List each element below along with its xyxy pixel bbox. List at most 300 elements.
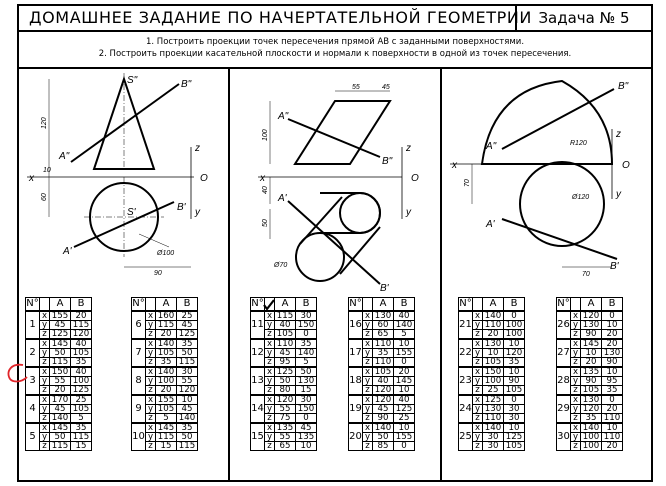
value-a: 90 [373,414,394,424]
value-a: 30 [483,442,504,451]
axis-label: x [265,367,275,377]
value-a: 150 [50,367,71,377]
table-header [132,298,198,312]
axis-label: x [473,339,483,349]
variants-table-1 [25,297,92,451]
value-a: 110 [275,339,296,349]
value-b: 55 [177,377,198,386]
value-a: 160 [156,311,177,321]
col-b: B [394,298,415,312]
axis-label: x [40,395,50,405]
col-n: N° [349,298,362,309]
value-b: 140 [177,414,198,424]
col-a: A [156,298,177,312]
value-a: 25 [483,386,504,396]
label-x: x [452,160,457,171]
label-b2: B" [181,79,192,90]
value-a: 120 [581,405,602,414]
value-b: 100 [71,377,92,386]
label-b1: B' [380,283,389,294]
axis-label: x [146,367,156,377]
sheet-title: ДОМАШНЕЕ ЗАДАНИЕ ПО НАЧЕРТАТЕЛЬНОЙ ГЕОМЕТРИИ [19,6,517,32]
label-y: y [195,207,200,218]
value-a: 125 [50,330,71,340]
variants-table-5 [458,297,525,451]
value-a: 130 [483,405,504,414]
variant-number: 20 [349,423,363,451]
axis-label: z [146,358,156,368]
value-b: 40 [394,311,415,321]
label-a1: A' [486,219,495,230]
col-axis [473,298,483,312]
value-b: 0 [504,311,525,321]
line-ab-top [502,219,617,259]
col-axis [40,298,50,312]
value-a: 145 [50,423,71,433]
value-a: 125 [483,395,504,405]
axis-label: x [40,367,50,377]
axis-label: z [265,414,275,424]
variant-number: 29 [557,395,571,423]
dim-70-v: 70 [464,179,471,187]
axis-label: z [571,414,581,424]
axis-label: x [363,395,373,405]
value-b: 15 [71,442,92,451]
axis-label: z [40,358,50,368]
value-b: 35 [71,358,92,368]
value-b: 5 [296,358,317,368]
variants-table-3 [250,297,317,451]
axis-label: x [363,339,373,349]
dim-90: 90 [154,270,162,277]
value-b: 120 [177,386,198,396]
axis-label: z [265,386,275,396]
value-b: 35 [71,423,92,433]
label-a1: A' [278,193,287,204]
value-a: 45 [275,349,296,358]
value-b: 0 [602,395,623,405]
value-b: 140 [296,349,317,358]
axis-label: x [40,423,50,433]
variant-number: 17 [349,339,363,367]
axis-label: x [571,311,581,321]
value-b: 25 [71,395,92,405]
value-b: 20 [394,367,415,377]
col-n: N° [459,298,472,309]
axis-label: y [473,321,483,330]
axis-label: y [265,433,275,442]
label-b1: B' [610,261,619,272]
value-b: 0 [602,311,623,321]
value-b: 0 [394,358,415,368]
axis-label: y [363,433,373,442]
value-a: 45 [50,405,71,414]
value-a: 10 [581,349,602,358]
value-b: 50 [177,433,198,442]
variant-number: 30 [557,423,571,451]
axis-label: z [265,358,275,368]
axis-label: z [571,330,581,340]
label-a2: A" [59,151,70,162]
value-a: 115 [50,358,71,368]
axis-label: y [146,433,156,442]
axis-label: z [473,330,483,340]
value-a: 105 [373,367,394,377]
col-n: N° [557,298,570,309]
value-b: 20 [71,311,92,321]
variants-table-6 [556,297,623,451]
instruction-2: 2. Построить проекции касательной плоскости и нормали к поверхности в одной из точек пересечения. [98,49,572,59]
value-a: 55 [275,405,296,414]
value-b: 30 [177,367,198,377]
variant-number: 24 [459,395,473,423]
value-a: 105 [156,405,177,414]
value-b: 135 [296,433,317,442]
value-a: 5 [156,414,177,424]
variant-number: 15 [251,423,265,451]
value-a: 100 [483,377,504,386]
assignment-sheet [17,4,653,482]
axis-label: y [40,433,50,442]
axis-label: y [40,349,50,358]
dim-120: 120 [41,117,48,129]
value-b: 30 [296,311,317,321]
value-a: 35 [373,349,394,358]
value-b: 105 [71,405,92,414]
value-b: 10 [394,423,415,433]
variant-number: 8 [132,367,146,395]
label-b2: B" [618,81,629,92]
value-a: 40 [373,377,394,386]
axis-label: y [40,377,50,386]
checkmark-icon [262,299,276,311]
value-b: 105 [504,442,525,451]
axis-label: y [363,321,373,330]
variant-number: 25 [459,423,473,451]
dim-r120: R120 [570,140,587,147]
value-b: 110 [602,433,623,442]
value-b: 10 [504,367,525,377]
value-b: 145 [394,377,415,386]
axis-label: z [473,386,483,396]
value-a: 65 [373,330,394,340]
axis-label: x [146,395,156,405]
value-a: 110 [483,321,504,330]
value-a: 110 [483,414,504,424]
label-o: O [411,173,419,184]
value-b: 100 [504,330,525,340]
value-b: 100 [504,321,525,330]
value-a: 120 [373,395,394,405]
variant-number: 9 [132,395,146,423]
label-s1: S' [127,207,136,218]
variant-number: 22 [459,339,473,367]
variant-number: 1 [26,311,40,339]
axis-label: y [473,349,483,358]
value-a: 120 [373,386,394,396]
axis-label: z [146,330,156,340]
axis-label: z [265,330,275,340]
axis-label: y [265,405,275,414]
panel-cone [19,69,230,480]
value-b: 40 [71,367,92,377]
label-z: z [406,143,411,154]
value-a: 115 [156,433,177,442]
value-a: 125 [275,367,296,377]
axis-label: z [473,442,483,451]
axis-label: z [363,414,373,424]
value-b: 25 [394,414,415,424]
axis-label: x [146,311,156,321]
dim-70-h: 70 [582,271,590,278]
variant-number: 18 [349,367,363,395]
col-n: N° [26,298,39,309]
value-a: 80 [275,386,296,396]
value-b: 95 [602,377,623,386]
value-b: 20 [602,405,623,414]
value-b: 120 [71,330,92,340]
dim-dia70: Ø70 [274,262,288,269]
value-b: 125 [177,330,198,340]
label-z: z [616,129,621,140]
axis-label: z [363,330,373,340]
axis-label: x [473,311,483,321]
value-b: 35 [602,386,623,396]
table-header [251,298,317,312]
axis-label: y [146,405,156,414]
label-a2: A" [278,111,289,122]
value-a: 145 [581,339,602,349]
axis-label: z [363,386,373,396]
value-b: 0 [504,395,525,405]
dim-40: 40 [262,186,269,194]
axis-label: x [571,339,581,349]
axis-label: x [363,367,373,377]
value-b: 150 [296,321,317,330]
value-a: 75 [275,414,296,424]
axis-label: z [40,414,50,424]
label-o: O [622,160,630,171]
axis-label: y [363,377,373,386]
value-a: 30 [483,433,504,442]
value-a: 50 [373,433,394,442]
label-x: x [260,173,265,184]
axis-label: y [265,377,275,386]
value-a: 20 [581,358,602,368]
value-a: 105 [156,349,177,358]
variant-number: 21 [459,311,473,339]
value-b: 20 [602,442,623,451]
axis-label: y [146,349,156,358]
value-a: 90 [581,330,602,340]
value-a: 140 [581,423,602,433]
table-header [557,298,623,312]
value-a: 120 [275,395,296,405]
sphere-front [482,81,612,164]
instructions [19,32,651,69]
variant-number: 13 [251,367,265,395]
axis-label: x [473,367,483,377]
value-b: 110 [602,414,623,424]
value-a: 100 [156,377,177,386]
axis-label: y [571,377,581,386]
value-a: 85 [373,442,394,451]
value-a: 155 [50,311,71,321]
value-a: 135 [275,423,296,433]
axis-label: x [146,423,156,433]
col-axis [146,298,156,312]
value-a: 95 [275,358,296,368]
value-b: 5 [71,414,92,424]
value-b: 20 [602,330,623,340]
value-b: 120 [504,349,525,358]
variant-number: 23 [459,367,473,395]
dim-45: 45 [382,84,390,91]
axis-label: y [571,349,581,358]
axis-label: x [363,423,373,433]
value-a: 140 [483,311,504,321]
col-n: N° [251,298,264,309]
axis-label: x [265,311,275,321]
value-a: 20 [50,386,71,396]
label-a2: A" [486,141,497,152]
value-b: 10 [177,395,198,405]
value-b: 10 [602,367,623,377]
col-a: A [50,298,71,312]
axis-label: y [363,349,373,358]
value-b: 45 [296,423,317,433]
variant-number: 5 [26,423,40,451]
value-a: 55 [275,433,296,442]
axis-label: y [146,321,156,330]
value-a: 140 [156,339,177,349]
value-b: 35 [177,423,198,433]
dim-50: 50 [262,219,269,227]
variant-number: 14 [251,395,265,423]
value-b: 30 [296,395,317,405]
axis-label: z [363,358,373,368]
value-a: 100 [581,442,602,451]
col-a: A [581,298,602,312]
axis-label: x [571,395,581,405]
axis-label: z [146,442,156,451]
value-a: 140 [483,423,504,433]
axis-label: y [473,377,483,386]
axis-label: z [571,358,581,368]
axis-label: x [265,423,275,433]
value-b: 45 [177,321,198,330]
value-a: 60 [373,321,394,330]
cylinder-drawing [230,69,440,294]
value-b: 50 [296,367,317,377]
axis-label: x [571,423,581,433]
axis-label: y [40,321,50,330]
label-b1: B' [177,202,186,213]
variant-number: 27 [557,339,571,367]
value-a: 130 [581,395,602,405]
value-a: 140 [50,414,71,424]
value-a: 110 [373,339,394,349]
axis-label: z [571,386,581,396]
variant-number: 28 [557,367,571,395]
axis-label: y [473,433,483,442]
value-a: 50 [50,433,71,442]
axis-label: y [473,405,483,414]
axis-label: x [363,311,373,321]
instruction-1: 1. Построить проекции точек пересечения прямой АВ с заданными поверхностями. [145,37,525,47]
value-a: 115 [275,311,296,321]
value-b: 105 [504,386,525,396]
col-a: A [483,298,504,312]
axis-label: z [40,330,50,340]
value-a: 120 [581,311,602,321]
value-a: 145 [156,423,177,433]
axis-label: z [571,442,581,451]
axis-label: y [571,433,581,442]
value-b: 50 [177,349,198,358]
col-b: B [602,298,623,312]
value-b: 10 [602,423,623,433]
value-b: 25 [177,311,198,321]
value-a: 10 [483,349,504,358]
axis-label: y [571,405,581,414]
col-n: N° [132,298,145,309]
value-a: 105 [581,386,602,396]
variant-number: 3 [26,367,40,395]
red-circle-mark [5,361,35,385]
sphere-drawing [442,69,649,294]
variant-number: 4 [26,395,40,423]
value-b: 40 [71,339,92,349]
dim-60: 60 [41,193,48,201]
col-a: A [373,298,394,312]
value-b: 105 [71,349,92,358]
axis-label: z [473,358,483,368]
label-s2: S" [127,75,138,86]
axis-label: x [571,367,581,377]
variants-table-4 [348,297,415,451]
label-b2: B" [382,156,393,167]
value-b: 115 [71,433,92,442]
value-a: 130 [483,339,504,349]
col-a: A [275,298,296,312]
value-b: 150 [296,405,317,414]
sphere-top-circle [520,162,604,246]
axis-label: z [146,414,156,424]
value-a: 35 [581,414,602,424]
axis-label: x [473,423,483,433]
table-header [459,298,525,312]
col-b: B [71,298,92,312]
value-b: 10 [394,339,415,349]
value-b: 5 [394,330,415,340]
dim-55: 55 [352,84,360,91]
variant-number: 26 [557,311,571,339]
label-a1: A' [63,246,72,257]
dim-dia100: Ø100 [157,250,175,257]
axis-label: x [473,395,483,405]
value-b: 35 [296,339,317,349]
dim-10: 10 [43,167,51,174]
value-b: 10 [504,339,525,349]
value-b: 155 [394,433,415,442]
axis-label: x [146,339,156,349]
value-a: 50 [50,349,71,358]
value-a: 15 [156,442,177,451]
label-y: y [406,207,411,218]
axis-label: x [265,395,275,405]
variant-number: 7 [132,339,146,367]
